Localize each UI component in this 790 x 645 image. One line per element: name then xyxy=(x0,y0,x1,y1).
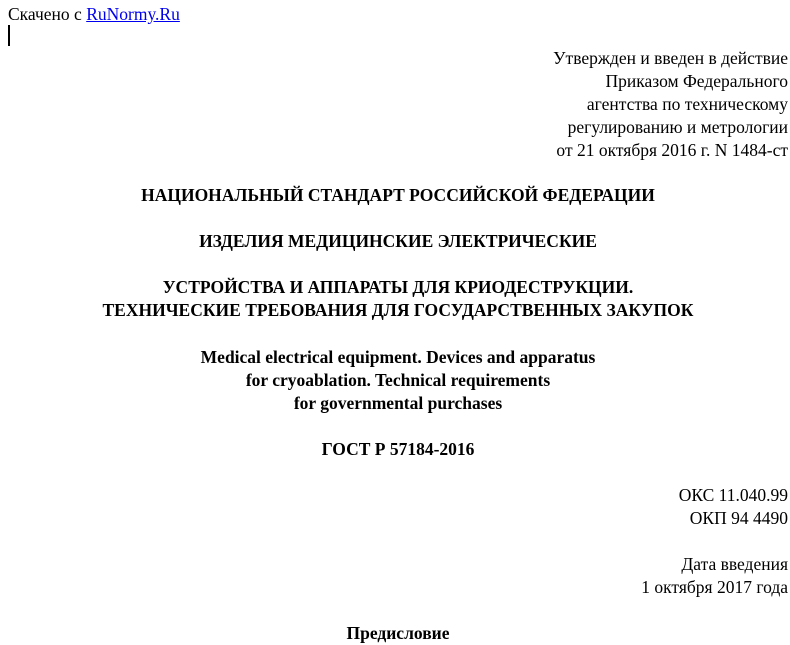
group-title: ИЗДЕЛИЯ МЕДИЦИНСКИЕ ЭЛЕКТРИЧЕСКИЕ xyxy=(199,231,597,251)
approval-line: от 21 октября 2016 г. N 1484-ст xyxy=(556,140,788,160)
text-cursor xyxy=(8,25,10,46)
english-title xyxy=(0,346,790,415)
english-title-line: Medical electrical equipment. Devices and apparatus xyxy=(200,347,596,367)
russian-title-line: ТЕХНИЧЕСКИЕ ТРЕБОВАНИЯ ДЛЯ ГОСУДАРСТВЕННЫХ ЗАКУПОК xyxy=(102,300,694,320)
standard-code: ГОСТ Р 57184-2016 xyxy=(321,439,475,459)
english-title-line: for cryoablation. Technical requirements xyxy=(245,370,551,390)
source-line xyxy=(8,3,180,26)
approval-line: регулированию и метрологии xyxy=(567,117,788,137)
okp-code: ОКП 94 4490 xyxy=(689,508,788,528)
english-title-line: for governmental purchases xyxy=(293,393,503,413)
source-link[interactable]: RuNormy.Ru xyxy=(86,4,180,24)
approval-block xyxy=(553,47,788,162)
approval-line: Утвержден и введен в действие xyxy=(553,48,788,68)
foreword-heading: Предисловие xyxy=(346,623,450,643)
russian-title-line: УСТРОЙСТВА И АППАРАТЫ ДЛЯ КРИОДЕСТРУКЦИИ. xyxy=(162,277,634,297)
russian-title xyxy=(0,276,790,322)
introduction-date-block xyxy=(641,553,788,599)
approval-line: Приказом Федерального xyxy=(605,71,788,91)
classification-block xyxy=(679,484,788,530)
source-prefix: Скачено с xyxy=(8,4,87,24)
oks-code: ОКС 11.040.99 xyxy=(678,485,788,505)
national-standard-title: НАЦИОНАЛЬНЫЙ СТАНДАРТ РОССИЙСКОЙ ФЕДЕРАЦИИ xyxy=(141,185,655,205)
approval-line: агентства по техническому xyxy=(586,94,788,114)
introduction-label: Дата введения xyxy=(681,554,788,574)
introduction-date: 1 октября 2017 года xyxy=(641,577,788,597)
